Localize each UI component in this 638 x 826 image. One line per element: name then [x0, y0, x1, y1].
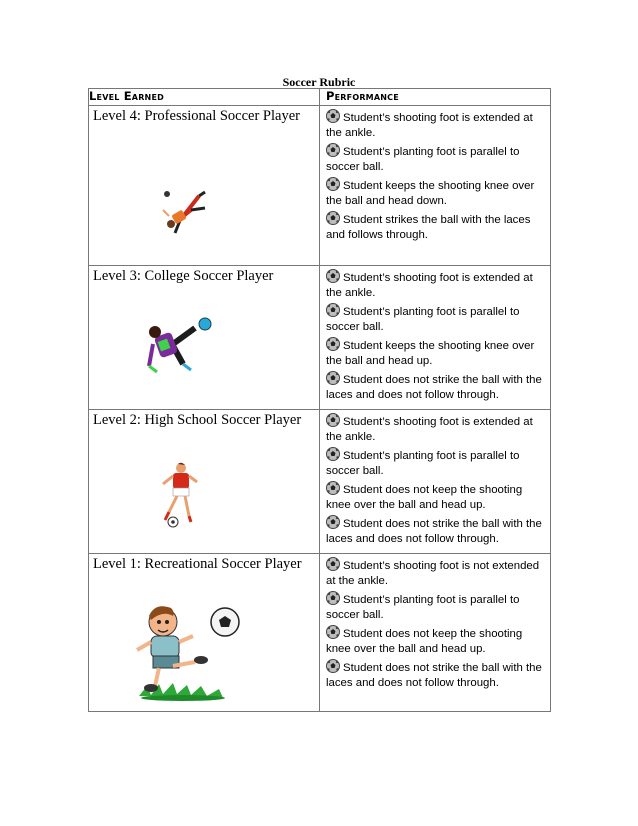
rubric-table: [88, 88, 551, 712]
criterion-text: Student’s planting foot is parallel to soccer ball.: [326, 594, 520, 621]
criterion-item: [326, 591, 546, 623]
table-row: [89, 266, 551, 410]
criterion-item: [326, 143, 546, 175]
criterion-item: [326, 515, 546, 547]
criterion-text: Student keeps the shooting knee over the ball and head up.: [326, 340, 535, 367]
kicking-player-icon: [155, 462, 203, 528]
soccer-ball-icon: [326, 447, 340, 461]
criterion-item: [326, 371, 546, 403]
header-row: [89, 89, 551, 106]
level-name: Level 4: Professional Soccer Player: [93, 108, 300, 124]
criterion-text: Student strikes the ball with the laces and follows through.: [326, 214, 531, 241]
criterion-item: [326, 557, 546, 589]
criterion-text: Student’s planting foot is parallel to soccer ball.: [326, 450, 520, 477]
soccer-ball-icon: [326, 303, 340, 317]
criterion-item: [326, 109, 546, 141]
criterion-text: Student does not keep the shooting knee over the ball and head up.: [326, 484, 523, 511]
criterion-item: [326, 337, 546, 369]
level-cell: [89, 106, 320, 266]
performance-header: Performance: [320, 89, 551, 106]
criterion-text: Student’s shooting foot is extended at the ankle.: [326, 112, 533, 139]
criterion-text: Student’s planting foot is parallel to soccer ball.: [326, 306, 520, 333]
criterion-item: [326, 447, 546, 479]
soccer-ball-icon: [326, 413, 340, 427]
criterion-text: Student does not strike the ball with the laces and does not follow through.: [326, 518, 542, 545]
bicycle-kick-player-icon: [161, 188, 211, 236]
performance-cell: [320, 106, 551, 266]
performance-cell: [320, 410, 551, 554]
soccer-ball-icon: [326, 625, 340, 639]
criterion-item: [326, 413, 546, 445]
criterion-text: Student keeps the shooting knee over the ball and head down.: [326, 180, 535, 207]
soccer-ball-icon: [326, 269, 340, 283]
performance-cell: [320, 554, 551, 712]
level-name: Level 2: High School Soccer Player: [93, 412, 302, 428]
volley-kick-player-icon: [143, 314, 215, 376]
level-cell: [89, 410, 320, 554]
criterion-item: [326, 659, 546, 691]
criterion-item: [326, 177, 546, 209]
soccer-ball-icon: [326, 211, 340, 225]
soccer-ball-icon: [326, 371, 340, 385]
soccer-ball-icon: [326, 659, 340, 673]
soccer-ball-icon: [326, 481, 340, 495]
level-cell: [89, 266, 320, 410]
criterion-text: Student does not strike the ball with the laces and does not follow through.: [326, 662, 542, 689]
table-row: [89, 410, 551, 554]
table-row: [89, 554, 551, 712]
cartoon-kid-kicking-icon: [133, 600, 241, 702]
criterion-text: Student’s planting foot is parallel to soccer ball.: [326, 146, 520, 173]
criterion-text: Student’s shooting foot is extended at the ankle.: [326, 272, 533, 299]
soccer-ball-icon: [326, 109, 340, 123]
level-earned-header: Level Earned: [89, 89, 320, 106]
soccer-ball-icon: [326, 591, 340, 605]
criterion-item: [326, 211, 546, 243]
soccer-ball-icon: [326, 337, 340, 351]
level-cell: [89, 554, 320, 712]
soccer-ball-icon: [326, 515, 340, 529]
soccer-ball-icon: [326, 557, 340, 571]
criterion-text: Student’s shooting foot is extended at the ankle.: [326, 416, 533, 443]
level-name: Level 1: Recreational Soccer Player: [93, 556, 302, 572]
soccer-ball-icon: [326, 143, 340, 157]
table-row: [89, 106, 551, 266]
criterion-text: Student does not keep the shooting knee over the ball and head up.: [326, 628, 523, 655]
soccer-ball-icon: [326, 177, 340, 191]
criterion-item: [326, 303, 546, 335]
level-name: Level 3: College Soccer Player: [93, 268, 274, 284]
criterion-item: [326, 481, 546, 513]
document-title: Soccer Rubric: [282, 75, 356, 89]
criterion-text: Student does not strike the ball with the laces and does not follow through.: [326, 374, 542, 401]
criterion-item: [326, 269, 546, 301]
criterion-text: Student’s shooting foot is not extended at the ankle.: [326, 560, 540, 587]
criterion-item: [326, 625, 546, 657]
performance-cell: [320, 266, 551, 410]
